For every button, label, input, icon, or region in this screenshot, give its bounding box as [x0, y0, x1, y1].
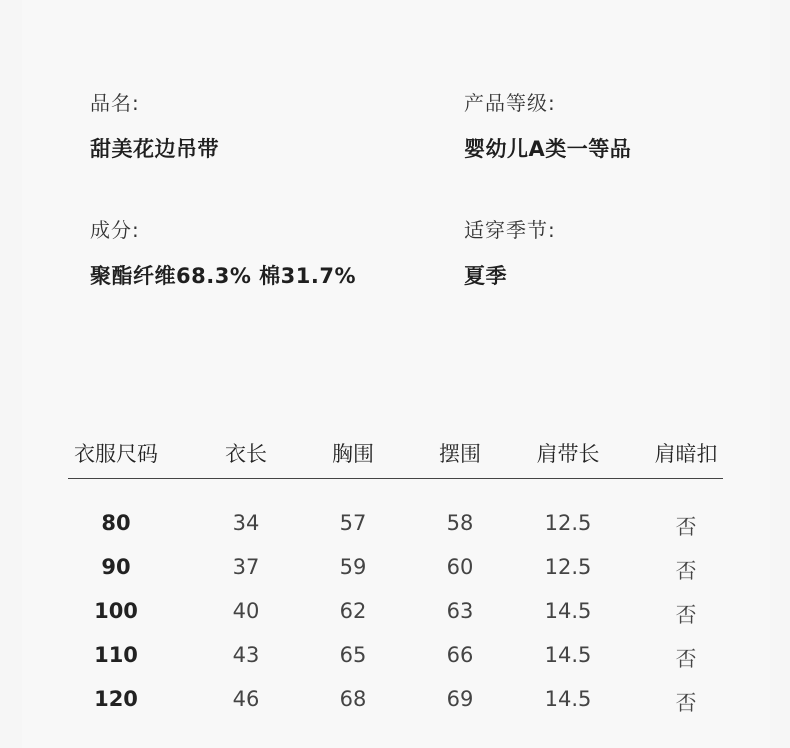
composition-field	[90, 214, 356, 290]
header-chest: 胸围	[332, 442, 374, 466]
shoulder-snap-cell: 否	[675, 647, 697, 671]
strap-length-cell: 14.5	[544, 599, 592, 623]
hem-cell: 60	[446, 555, 474, 579]
season-label: 适穿季节:	[464, 218, 556, 242]
length-cell: 43	[232, 643, 260, 667]
size-cell: 80	[101, 511, 131, 535]
size-table-body	[68, 505, 723, 725]
product-name-value: 甜美花边吊带	[90, 137, 219, 161]
size-table	[68, 430, 723, 725]
table-row	[68, 593, 723, 637]
composition-value: 聚酯纤维68.3% 棉31.7%	[90, 264, 357, 288]
hem-cell: 69	[446, 687, 474, 711]
header-strap-length: 肩带长	[536, 442, 600, 466]
season-field	[464, 214, 556, 290]
length-cell: 46	[232, 687, 260, 711]
length-cell: 37	[232, 555, 260, 579]
table-row	[68, 637, 723, 681]
product-grade-value: 婴幼儿A类一等品	[464, 137, 632, 161]
shoulder-snap-cell: 否	[675, 603, 697, 627]
chest-cell: 65	[339, 643, 367, 667]
chest-cell: 59	[339, 555, 367, 579]
strap-length-cell: 12.5	[544, 555, 592, 579]
strap-length-cell: 12.5	[544, 511, 592, 535]
size-cell: 100	[94, 599, 138, 623]
composition-label: 成分:	[90, 218, 140, 242]
strap-length-cell: 14.5	[544, 643, 592, 667]
shoulder-snap-cell: 否	[675, 691, 697, 715]
header-shoulder-snap: 肩暗扣	[654, 442, 718, 466]
shoulder-snap-cell: 否	[675, 515, 697, 539]
table-row	[68, 549, 723, 593]
product-name-field	[90, 87, 219, 163]
length-cell: 40	[232, 599, 260, 623]
hem-cell: 63	[446, 599, 474, 623]
season-value: 夏季	[464, 264, 507, 288]
shoulder-snap-cell: 否	[675, 559, 697, 583]
hem-cell: 58	[446, 511, 474, 535]
chest-cell: 68	[339, 687, 367, 711]
strap-length-cell: 14.5	[544, 687, 592, 711]
header-length: 衣长	[225, 442, 267, 466]
product-grade-label: 产品等级:	[464, 91, 556, 115]
product-name-label: 品名:	[90, 91, 140, 115]
size-table-header	[68, 430, 723, 479]
hem-cell: 66	[446, 643, 474, 667]
length-cell: 34	[232, 511, 260, 535]
table-row	[68, 681, 723, 725]
size-cell: 110	[94, 643, 138, 667]
chest-cell: 57	[339, 511, 367, 535]
size-cell: 120	[94, 687, 138, 711]
size-cell: 90	[101, 555, 131, 579]
header-size: 衣服尺码	[74, 442, 158, 466]
header-hem: 摆围	[439, 442, 481, 466]
product-grade-field	[464, 87, 631, 163]
chest-cell: 62	[339, 599, 367, 623]
table-row	[68, 505, 723, 549]
